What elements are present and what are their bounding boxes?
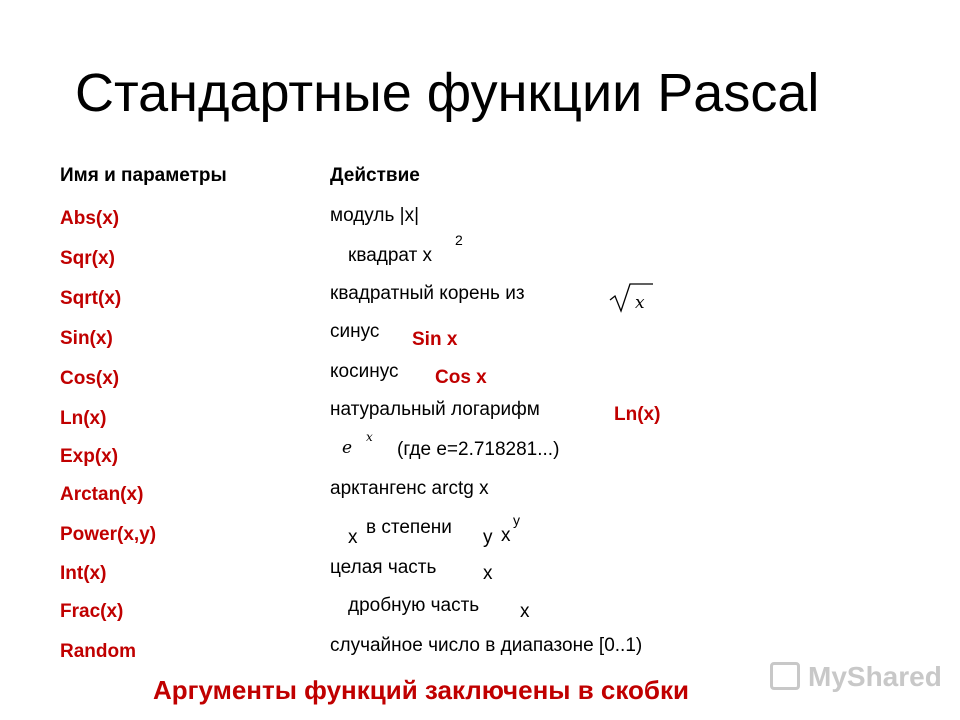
action-sin: синус (330, 321, 380, 342)
power-arg-y: y (483, 527, 493, 548)
action-abs: модуль |x| (330, 205, 420, 226)
function-name-frac: Frac(x) (60, 601, 124, 622)
column-header-name: Имя и параметры (60, 165, 227, 186)
action-int: целая часть (330, 557, 437, 578)
function-name-int: Int(x) (60, 563, 107, 584)
sin-notation: Sin x (412, 329, 458, 350)
action-sqr: квадрат x (348, 245, 433, 266)
power-exponent: y (513, 512, 520, 528)
function-name-random: Random (60, 641, 136, 662)
watermark-logo (770, 656, 942, 698)
action-sqrt: квадратный корень из (330, 283, 525, 304)
power-base: x (501, 525, 511, 546)
action-ln: натуральный логарифм (330, 399, 540, 420)
function-name-ln: Ln(x) (60, 408, 107, 429)
action-arctan: арктангенс arctg x (330, 478, 489, 499)
presentation-icon (770, 662, 800, 690)
function-name-sin: Sin(x) (60, 328, 113, 349)
function-name-arctan: Arctan(x) (60, 484, 144, 505)
action-power: в степени (366, 517, 452, 538)
radical-sign (610, 284, 653, 311)
footer-note: Аргументы функций заключены в скобки (153, 675, 689, 705)
action-exp: (где е=2.718281...) (397, 439, 560, 460)
function-name-cos: Cos(x) (60, 368, 120, 389)
function-name-exp: Exp(x) (60, 446, 119, 467)
int-arg: x (483, 563, 493, 584)
function-name-abs: Abs(x) (60, 208, 120, 229)
square-root-formula (608, 280, 658, 314)
column-header-action: Действие (330, 165, 420, 186)
function-name-sqr: Sqr(x) (60, 248, 115, 269)
exp-exponent: x (366, 430, 373, 444)
action-cos: косинус (330, 361, 399, 382)
cos-notation: Cos x (435, 367, 487, 388)
frac-arg: x (520, 601, 530, 622)
watermark-text: MyShared (808, 661, 942, 692)
page-title: Стандартные функции Pascal (75, 63, 820, 123)
exp-base: e (342, 438, 353, 458)
power-arg-x: x (348, 527, 358, 548)
superscript-2: 2 (455, 232, 463, 248)
function-name-sqrt: Sqrt(x) (60, 288, 122, 309)
action-random: случайное число в диапазоне [0..1) (330, 635, 643, 656)
radicand: x (635, 293, 645, 313)
ln-notation: Ln(x) (614, 404, 661, 425)
action-frac: дробную часть (348, 595, 480, 616)
function-name-power: Power(x,y) (60, 524, 157, 545)
